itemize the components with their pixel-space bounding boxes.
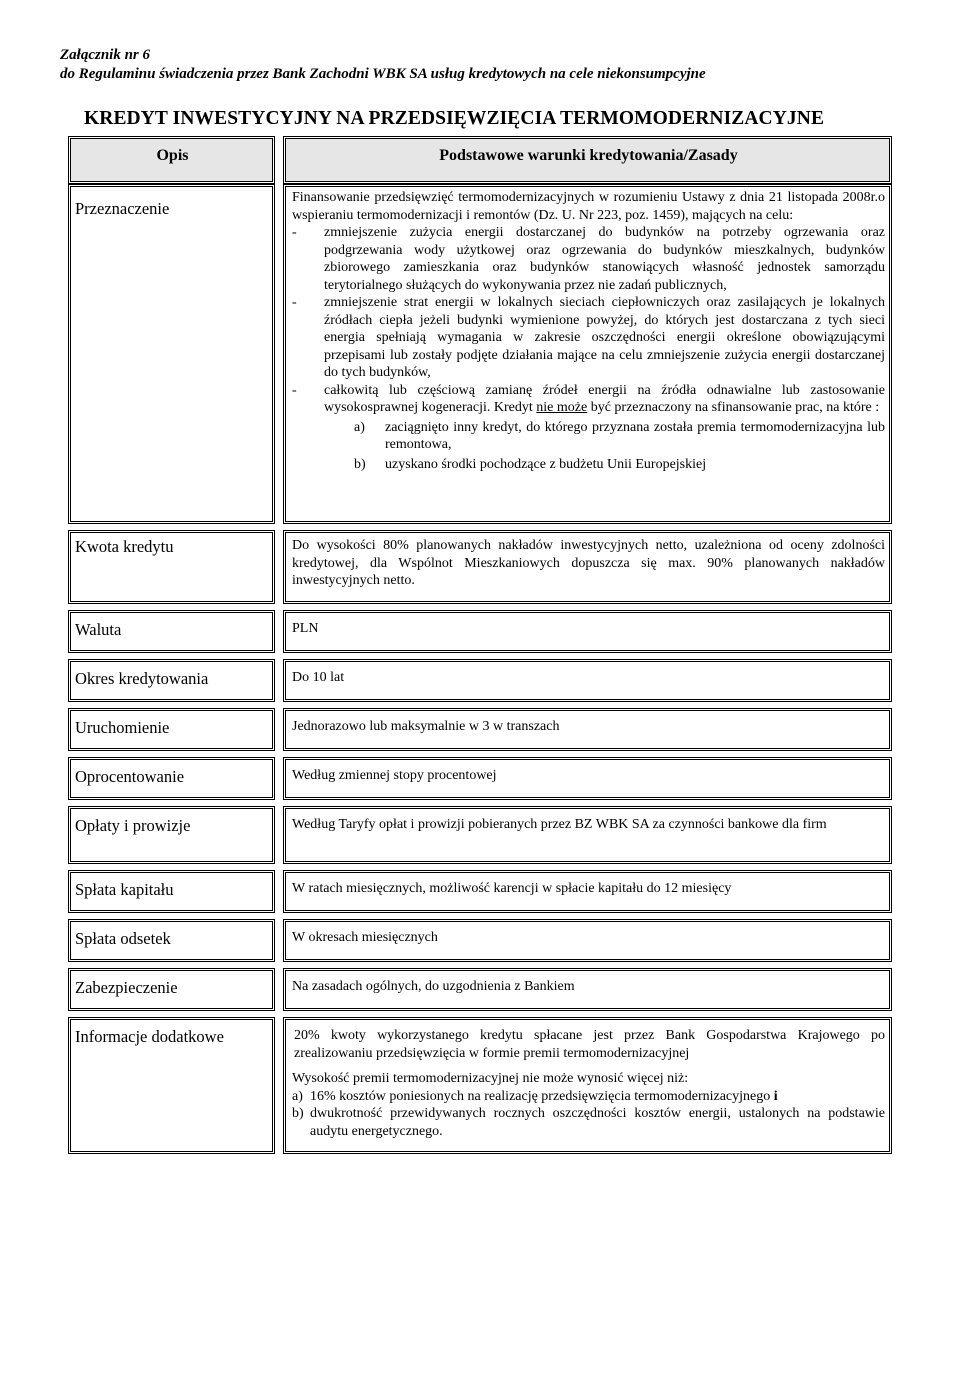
purpose-item bbox=[292, 224, 885, 294]
exclusion-text: uzyskano środki pochodzące z budżetu Unii Europejskiej bbox=[385, 456, 707, 472]
table-row-przeznaczenie bbox=[68, 184, 892, 524]
info-item bbox=[292, 1088, 885, 1106]
table-row-kwota bbox=[68, 530, 892, 604]
row-value: Według zmiennej stopy procentowej bbox=[283, 757, 892, 800]
info-item-marker: a) bbox=[292, 1088, 303, 1104]
row-value: W ratach miesięcznych, możliwość karencji w spłacie kapitału do 12 miesięcy bbox=[283, 870, 892, 913]
table-row-splata-kapitalu bbox=[68, 870, 892, 913]
exclusion-pre: Kredyt bbox=[493, 400, 533, 415]
purpose-item bbox=[292, 294, 885, 382]
row-value bbox=[283, 1017, 892, 1154]
list-dash: - bbox=[292, 295, 297, 310]
purpose-item-text: zmniejszenie strat energii w lokalnych sieciach ciepłowniczych oraz zasilających je lokalnych źródłach ciepła jeżeli budynki wymienione powyżej, do których jest dostarczana z tych sieci energia spełniają wymagania w zakresie oszczędności energii określone obowiązującymi przepisami lub zostały podjęte działania mające na celu zmniejszenie zużycia energii dostarczanej do tych budynków, bbox=[324, 295, 885, 380]
row-label: Waluta bbox=[68, 610, 275, 653]
row-value: W okresach miesięcznych bbox=[283, 919, 892, 962]
info-item-marker: b) bbox=[292, 1106, 304, 1121]
row-label: Zabezpieczenie bbox=[68, 968, 275, 1011]
row-label: Informacje dodatkowe bbox=[68, 1017, 275, 1154]
exclusion-emphasis: nie może bbox=[536, 400, 588, 415]
table-row-oplaty bbox=[68, 806, 892, 864]
column-header-conditions: Podstawowe warunki kredytowania/Zasady bbox=[283, 136, 892, 184]
list-dash: - bbox=[292, 225, 297, 240]
info-item bbox=[292, 1105, 885, 1140]
exclusion-marker: a) bbox=[354, 419, 365, 435]
exclusion-text: zaciągnięto inny kredyt, do którego przyznana została premia termomodernizacyjna lub remontowa, bbox=[385, 419, 885, 452]
row-value: PLN bbox=[283, 610, 892, 653]
purpose-item-text: całkowitą lub częściową zamianę źródeł energii na źródła odnawialne lub zastosowanie wysokosprawnej kogeneracji. Kredyt nie może być przeznaczony na sfinansowanie prac, na które : bbox=[324, 382, 885, 415]
purpose-intro: Finansowanie przedsięwzięć termomodernizacyjnych w rozumieniu Ustawy z dnia 21 listopada 2008r.o wspieraniu termomodernizacji i remontów (Dz. U. Nr 223, poz. 1459), mających na celu: bbox=[292, 190, 885, 223]
row-label: Kwota kredytu bbox=[68, 530, 275, 604]
exclusion-marker: b) bbox=[354, 456, 366, 472]
row-value: Na zasadach ogólnych, do uzgodnienia z Bankiem bbox=[283, 968, 892, 1011]
row-label: Okres kredytowania bbox=[68, 659, 275, 702]
table-row-informacje bbox=[68, 1017, 892, 1154]
purpose-item bbox=[292, 382, 885, 417]
annex-number: Załącznik nr 6 bbox=[60, 47, 151, 63]
row-value bbox=[283, 184, 892, 524]
row-label: Przeznaczenie bbox=[68, 184, 275, 524]
row-value: Jednorazowo lub maksymalnie w 3 w transzach bbox=[283, 708, 892, 751]
row-label: Spłata odsetek bbox=[68, 919, 275, 962]
list-dash: - bbox=[292, 382, 297, 398]
row-value: Według Taryfy opłat i prowizji pobieranych przez BZ WBK SA za czynności bankowe dla firm bbox=[283, 806, 892, 864]
info-paragraph: 20% kwoty wykorzystanego kredytu spłacane jest przez Bank Gospodarstwa Krajowego po zrealizowaniu przedsięwzięcia w formie premii termomodernizacyjnej bbox=[294, 1028, 885, 1061]
table-row-zabezpieczenie bbox=[68, 968, 892, 1011]
annex-heading bbox=[60, 46, 706, 84]
exclusion-item bbox=[354, 456, 885, 474]
table-header-row bbox=[68, 136, 892, 184]
purpose-item-text: zmniejszenie zużycia energii dostarczanej do budynków na potrzeby ogrzewania oraz podgrzewania wody użytkowej oraz ogrzewania do budynków mieszkalnych, budynków zbiorowego zamieszkania oraz budynków stanowiących własność jednostek samorządu terytorialnego służących do wykonywania przez nie zadań publicznych, bbox=[324, 225, 885, 293]
info-item-text: 16% kosztów poniesionych na realizację przedsięwzięcia termomodernizacyjnego i bbox=[310, 1088, 778, 1104]
row-label: Uruchomienie bbox=[68, 708, 275, 751]
column-header-description: Opis bbox=[68, 136, 275, 184]
table-row-uruchomienie bbox=[68, 708, 892, 751]
info-item-emphasis: i bbox=[773, 1088, 778, 1104]
info-paragraph: Wysokość premii termomodernizacyjnej nie może wynosić więcej niż: bbox=[292, 1071, 689, 1086]
row-value: Do 10 lat bbox=[283, 659, 892, 702]
exclusion-item bbox=[354, 419, 885, 454]
exclusion-post: być przeznaczony na sfinansowanie prac, na które : bbox=[590, 400, 880, 415]
row-label: Spłata kapitału bbox=[68, 870, 275, 913]
info-item-text: dwukrotność przewidywanych rocznych oszczędności kosztów energii, ustalonych na podstawie audytu energetycznego. bbox=[310, 1106, 885, 1139]
row-label: Oprocentowanie bbox=[68, 757, 275, 800]
document-title: KREDYT INWESTYCYJNY NA PRZEDSIĘWZIĘCIA TERMOMODERNIZACYJNE bbox=[84, 108, 825, 129]
row-value: Do wysokości 80% planowanych nakładów inwestycyjnych netto, uzależniona od oceny zdolności kredytowej, dla Wspólnot Mieszkaniowych dopuszcza się max. 90% planowanych nakładów inwestycyjnych netto. bbox=[283, 530, 892, 604]
table-row-okres bbox=[68, 659, 892, 702]
table-row-splata-odsetek bbox=[68, 919, 892, 962]
annex-reference: do Regulaminu świadczenia przez Bank Zachodni WBK SA usług kredytowych na cele niekonsumpcyjne bbox=[60, 66, 706, 82]
row-label: Opłaty i prowizje bbox=[68, 806, 275, 864]
table-row-waluta bbox=[68, 610, 892, 653]
table-row-oprocentowanie bbox=[68, 757, 892, 800]
